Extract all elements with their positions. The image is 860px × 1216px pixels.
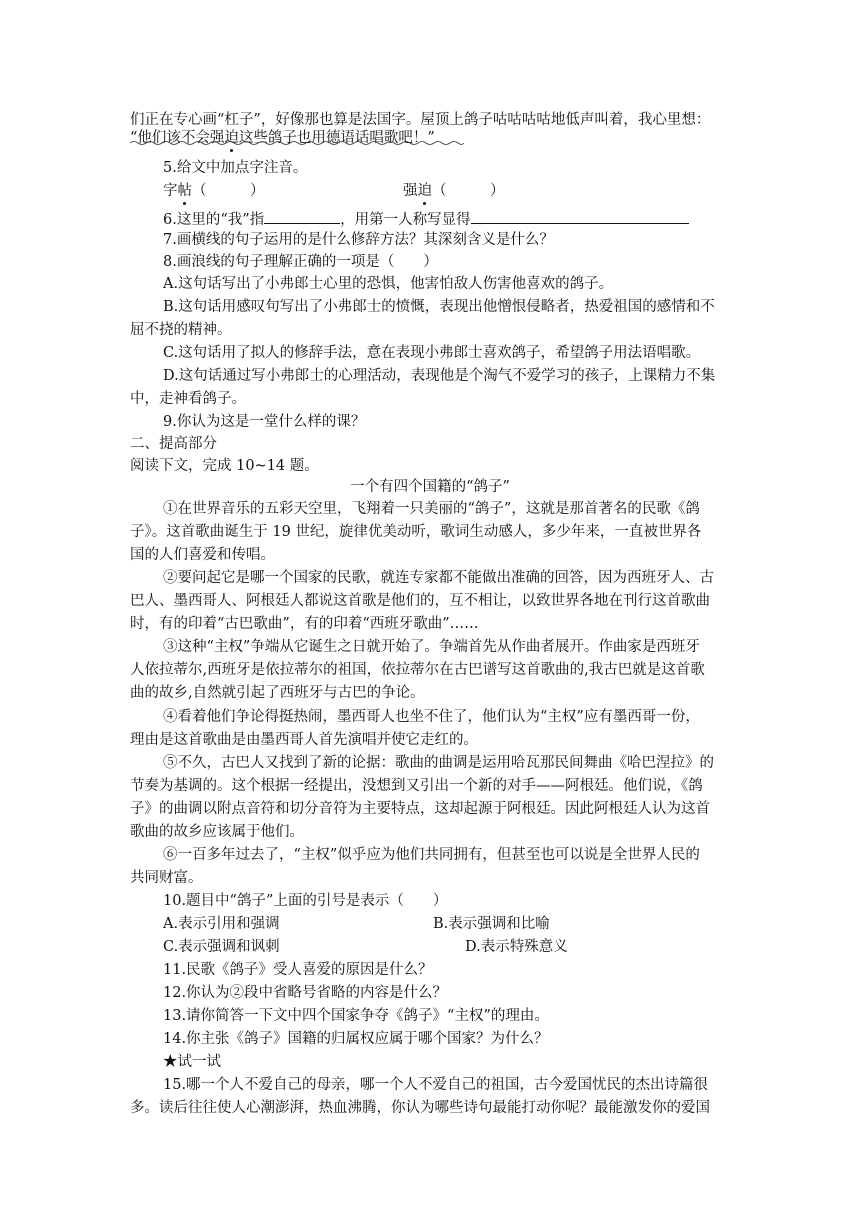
paragraph-line: ④看着他们争论得挺热闹，墨西哥人也坐不住了，他们认为“主权”应有墨西哥一份， bbox=[163, 709, 700, 725]
q8-option-c: C.这句话用了拟人的修辞手法，意在表现小弗郎士喜欢鸽子，希望鸽子用法语唱歌。 bbox=[163, 345, 701, 361]
article-title: 一个有四个国籍的“鸽子” bbox=[350, 479, 510, 495]
paragraph-line: 国的人们喜爱和传唱。 bbox=[130, 547, 275, 563]
q8-option-b: B.这句话用感叹句写出了小弗郎士的愤慨，表现出他憎恨侵略者，热爱祖国的感情和不 bbox=[163, 299, 715, 315]
question-15-cont: 多。读后往往使人心潮澎湃，热血沸腾，你认为哪些诗句最能打动你呢？最能激发你的爱国 bbox=[130, 1100, 710, 1116]
section-heading: 二、提高部分 bbox=[130, 436, 217, 452]
q10-option-c: C.表示强调和讽刺 bbox=[163, 939, 280, 955]
question-8: 8.画浪线的句子理解正确的一项是（ ） bbox=[163, 254, 438, 270]
q5-item-b: 强迫（ ） bbox=[403, 183, 505, 199]
paragraph-line: 节奏为基调的。这个根据一经提出，没想到又引出一个新的对手——阿根廷。他们说，《鸽 bbox=[130, 778, 703, 794]
question-9: 9.你认为这是一堂什么样的课？ bbox=[163, 414, 366, 430]
paragraph-line: 歌曲的故乡应该属于他们。 bbox=[130, 824, 304, 840]
try-heading: ★试一试 bbox=[163, 1054, 221, 1070]
q8-option-d: D.这句话通过写小弗郎士的心理活动，表现他是个淘气不爱学习的孩子，上课精力不集 bbox=[163, 368, 716, 384]
question-15: 15.哪一个人不爱自己的母亲，哪一个人不爱自己的祖国，古今爱国忧民的杰出诗篇很 bbox=[163, 1077, 709, 1093]
q10-option-b: B.表示强调和比喻 bbox=[433, 916, 550, 932]
paragraph-line: 理由是这首歌曲是由墨西哥人首先演唱并使它走红的。 bbox=[130, 732, 478, 748]
question-11: 11.民歌《鸽子》受人喜爱的原因是什么？ bbox=[163, 962, 433, 978]
answer-blank[interactable] bbox=[264, 208, 340, 224]
paragraph-line: 子》。这首歌曲诞生于 19 世纪，旋律优美动听，歌词生动感人，多少年来，一直被世界各 bbox=[130, 524, 702, 540]
q5-item-a: 字帖（ ） bbox=[163, 183, 265, 199]
paragraph-line: ⑤不久，古巴人又找到了新的论据：歌曲的曲调是运用哈瓦那民间舞曲《哈巴涅拉》的 bbox=[163, 755, 714, 771]
paragraph-line: 时，有的印着“古巴歌曲”，有的印着“西班牙歌曲”…… bbox=[130, 616, 479, 632]
emphasis-dot-char: 迫 bbox=[417, 183, 432, 199]
paragraph-line: 曲的故乡,自然就引起了西班牙与古巴的争论。 bbox=[130, 685, 425, 701]
emphasis-dot-char: 帖 bbox=[177, 183, 192, 199]
wavy-underline bbox=[130, 140, 464, 146]
reading-instruction: 阅读下文，完成 10~14 题。 bbox=[130, 458, 319, 474]
answer-blank[interactable] bbox=[471, 208, 689, 224]
paragraph-line: 共同财富。 bbox=[130, 870, 203, 886]
paragraph-line: ⑥一百多年过去了，“主权”似乎应为他们共同拥有，但甚至也可以说是全世界人民的 bbox=[163, 847, 700, 863]
q8-option-b-cont: 屈不挠的精神。 bbox=[130, 322, 232, 338]
question-6: 6.这里的“我”指 ，用第一人称写显得 bbox=[163, 208, 689, 230]
q10-option-a: A.表示引用和强调 bbox=[163, 916, 280, 932]
q8-option-a: A.这句话写出了小弗郎士心里的恐惧，他害怕敌人伤害他喜欢的鸽子。 bbox=[163, 276, 614, 292]
question-7: 7.画横线的句子运用的是什么修辞方法？其深刻含义是什么？ bbox=[163, 232, 554, 248]
paragraph-line: 人依拉蒂尔,西班牙是依拉蒂尔的祖国，依拉蒂尔在古巴谱写这首歌曲的,我古巴就是这首歌 bbox=[130, 662, 705, 678]
paragraph-line: 子》的曲调以附点音符和切分音符为主要特点，这却起源于阿根廷。因此阿根廷人认为这首 bbox=[130, 801, 710, 817]
paragraph-line: ③这种“主权”争端从它诞生之日就开始了。争端首先从作曲者展开。作曲家是西班牙 bbox=[163, 639, 700, 655]
question-12: 12.你认为②段中省略号省略的内容是什么？ bbox=[163, 985, 448, 1001]
question-13: 13.请你简答一下文中四个国家争夺《鸽子》“主权”的理由。 bbox=[163, 1008, 549, 1024]
question-10: 10.题目中“鸽子”上面的引号是表示（ ） bbox=[163, 893, 448, 909]
paragraph-line: 巴人、墨西哥人、阿根廷人都说这首歌是他们的，互不相让，以致世界各地在刊行这首歌曲 bbox=[130, 593, 710, 609]
paragraph-line: ①在世界音乐的五彩天空里，飞翔着一只美丽的“鸽子”，这就是那首著名的民歌《鸽 bbox=[163, 501, 700, 517]
q8-option-d-cont: 中，走神看鸽子。 bbox=[130, 391, 246, 407]
paragraph-line: ②要问起它是哪一个国家的民歌，就连专家都不能做出准确的回答，因为西班牙人、古 bbox=[163, 570, 714, 586]
question-14: 14.你主张《鸽子》国籍的归属权应属于哪个国家？为什么？ bbox=[163, 1031, 549, 1047]
emphasis-dot-char: 迫 bbox=[224, 130, 239, 146]
text-line: 们正在专心画“杠子”，好像那也算是法国字。屋顶上鸽子咕咕咕咕地低声叫着，我心里想： bbox=[130, 112, 711, 128]
q10-option-d: D.表示特殊意义 bbox=[465, 939, 568, 955]
question-5: 5.给文中加点字注音。 bbox=[163, 160, 308, 176]
wavy-underlined-sentence: “他们该不会强迫这些鸽子也用德语话唱歌吧！” bbox=[130, 130, 435, 146]
